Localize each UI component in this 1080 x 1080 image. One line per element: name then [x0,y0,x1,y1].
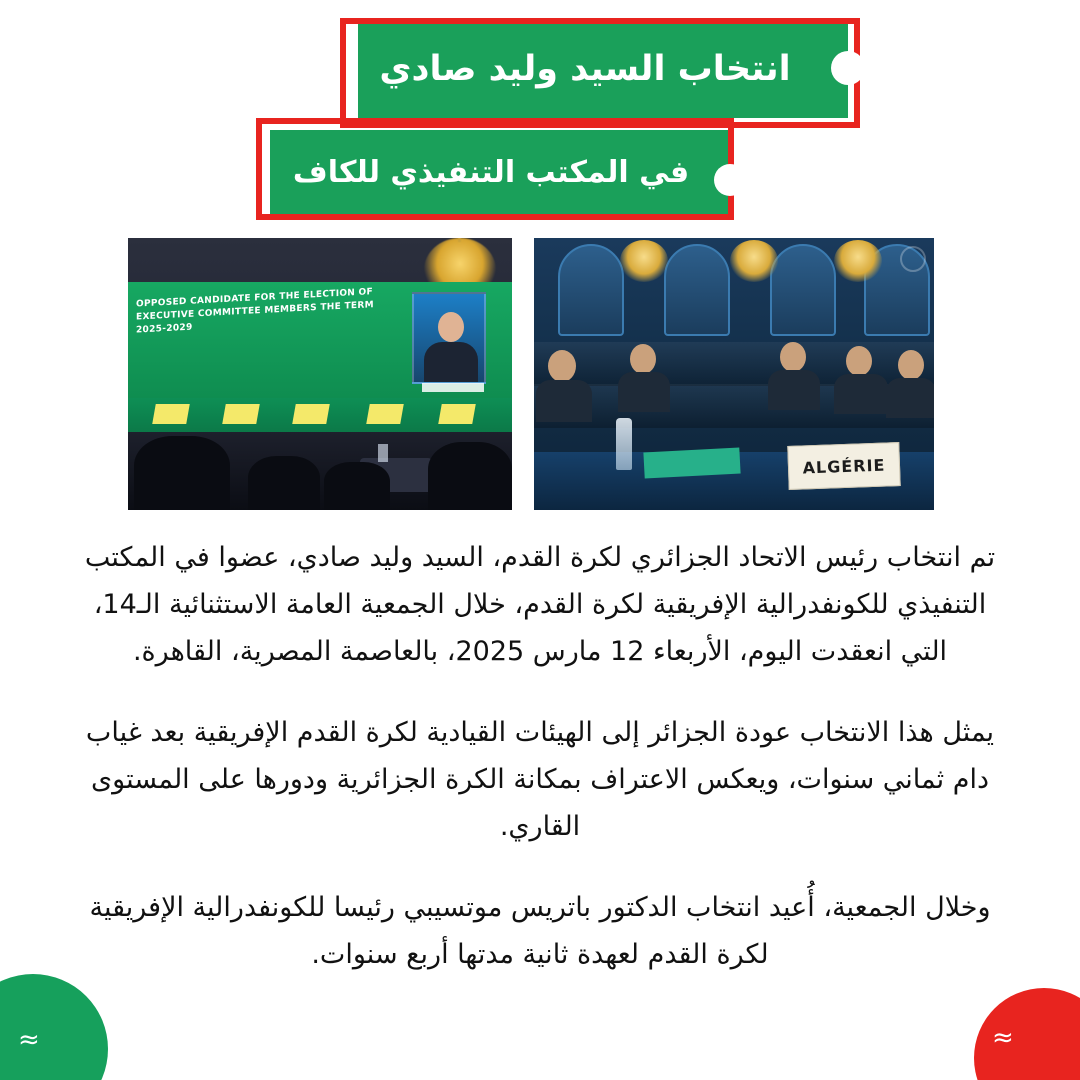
headline-line-1: انتخاب السيد وليد صادي [379,49,791,89]
chandelier-icon [834,240,882,282]
audience-body [768,370,820,410]
photo-algeria-delegation [534,238,934,510]
desk-card [152,404,190,424]
stage-screen-caption: OPPOSED CANDIDATE FOR THE ELECTION OF EXECUTIVE COMMITTEE MEMBERS THE TERM 2025-2029 [136,287,374,336]
screen-portrait [412,292,486,384]
audience-body [886,378,934,418]
audience-head [846,346,872,376]
hall-arch [770,244,836,336]
decor-circle-bottom-left [0,974,108,1080]
water-glass [378,444,388,462]
portrait-body [424,342,478,382]
document-folder [643,448,740,479]
decor-circle-bottom-right [974,988,1080,1080]
audience-head [630,344,656,374]
audience-silhouette [248,456,320,510]
audience-head [548,350,576,382]
audience-silhouette [134,436,230,510]
country-name-plate [787,442,900,490]
wave-icon: ≈ [18,1025,39,1055]
audience-body [834,374,888,414]
headline-line-2: في المكتب التنفيذي للكاف [292,155,690,190]
article-body [70,534,1010,978]
paragraph: يمثل هذا الانتخاب عودة الجزائر إلى الهيئات القيادية لكرة القدم الإفريقية بعد غياب دام ثماني سنوات، ويعكس الاعتراف بمكانة الكرة الجزائرية ودورها على المستوى القاري. [85,717,995,842]
desk-card [222,404,260,424]
photo-congress-hall [128,238,512,510]
chandelier-icon [730,240,778,282]
photo-gallery [128,238,952,510]
desk-card [366,404,404,424]
banner-notch-icon [831,51,865,85]
stage-screen [128,282,512,398]
headline-banner-primary [340,18,860,128]
paragraph: تم انتخاب رئيس الاتحاد الجزائري لكرة القدم، السيد وليد صادي، عضوا في المكتب التنفيذي للكونفدرالية الإفريقية لكرة القدم، خلال الجمعية العامة الاستثنائية الـ14، التي انعقدت اليوم، الأربعاء 12 مارس 2025، بالعاصمة المصرية، القاهرة. [84,542,996,667]
banner-notch-icon [714,164,746,196]
headline-banner-secondary [256,118,734,220]
audience-body [618,372,670,412]
chandelier-icon [620,240,668,282]
audience-head [780,342,806,372]
paragraph: وخلال الجمعية، أُعيد انتخاب الدكتور باتريس موتسيبي رئيسا للكونفدرالية الإفريقية لكرة القدم لعهدة ثانية مدتها أربع سنوات. [89,892,991,970]
hall-arch [664,244,730,336]
desk-card [292,404,330,424]
wave-icon: ≈ [992,1023,1013,1053]
portrait-head [438,312,464,342]
audience-silhouette [428,442,512,510]
desk-card [438,404,476,424]
screen-name-tag [422,383,484,392]
watermark-icon [900,246,926,272]
hall-arch [558,244,624,336]
audience-silhouette [324,462,390,510]
audience-head [898,350,924,380]
audience-body [536,380,592,422]
country-name-plate-label: ALGÉRIE [802,455,886,477]
water-bottle [616,418,632,470]
